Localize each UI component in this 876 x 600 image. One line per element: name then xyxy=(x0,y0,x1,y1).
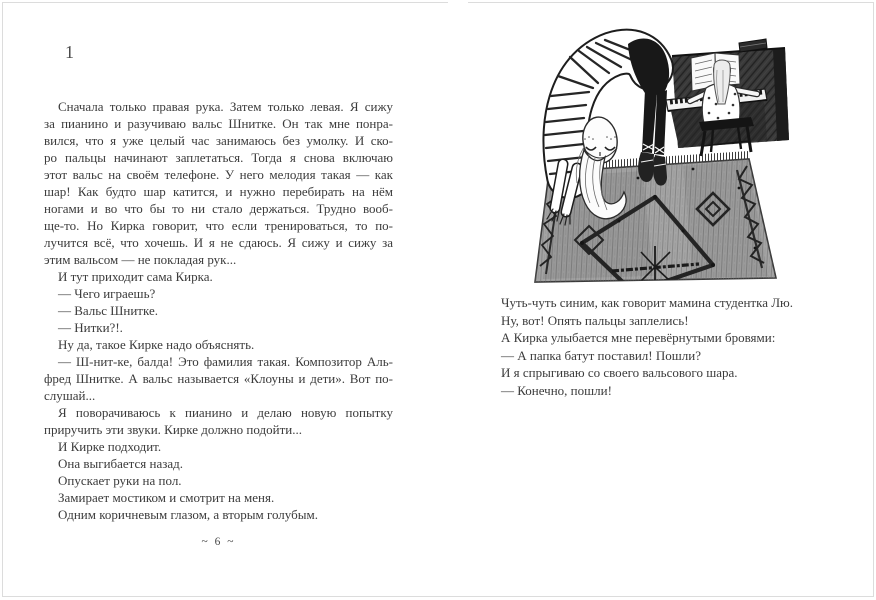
left-page-body-text xyxy=(44,98,393,523)
piano xyxy=(666,39,789,156)
text-line: Она выгибается назад. xyxy=(58,456,184,471)
text-line: — Ш-нит-ке, балда! Это фамилия такая. Композитор Аль- xyxy=(58,354,393,369)
text-line: И тут приходит сама Кирка. xyxy=(58,269,213,284)
text-line: А Кирка улыбается мне перевёрнутыми бровями: xyxy=(501,330,776,345)
illustration xyxy=(533,26,795,288)
text-line: Замирает мостиком и смотрит на меня. xyxy=(58,490,275,505)
text-line: ногами и во что бы то ни стало держаться. Трудно вооб- xyxy=(44,201,393,216)
text-line: Я поворачиваюсь к пианино и делаю новую попытку xyxy=(58,405,393,420)
text-line: вился, что я уже целый час занимаюсь без умолку. И ско- xyxy=(44,133,393,148)
text-line: Ну, вот! Опять пальцы заплелись! xyxy=(501,312,689,328)
text-line: Ну да, такое Кирке надо объяснять. xyxy=(58,337,255,352)
folio-page-number: ~ 6 ~ xyxy=(201,536,236,548)
text-line: — А папка батут поставил! Пошли? xyxy=(501,347,701,363)
text-line: фред Шнитке. А вальс называется «Клоуны и дети». Вот по- xyxy=(44,371,393,386)
text-line: лучится всё, что хочешь. И я не сдаюсь. Я сижу и сижу за xyxy=(44,235,393,250)
spine-gap xyxy=(448,0,468,6)
text-line: приручить эти звуки. Кирке должно подойти... xyxy=(44,422,302,437)
text-line: слушай... xyxy=(44,388,96,403)
text-line: Сначала только правая рука. Затем только левая. Я сижу xyxy=(58,99,393,114)
text-line: — Нитки?!. xyxy=(58,320,123,335)
chapter-number: 1 xyxy=(65,42,74,62)
text-line: Чуть-чуть синим, как говорит мамина студентка Лю. xyxy=(501,295,794,310)
text-line: ро пальцы начинают заплетаться. Тогда я снова включаю xyxy=(44,150,393,165)
text-line: Одним коричневым глазом, а вторым голубым. xyxy=(58,507,318,522)
text-line: этим вальсом — не покладая рук... xyxy=(44,252,237,267)
text-line: И я спрыгиваю со своего вальсового шара. xyxy=(501,365,738,380)
text-line: — Чего играешь? xyxy=(58,286,156,301)
right-page-body-text xyxy=(501,294,841,399)
leggings xyxy=(628,38,669,155)
text-line: за пианино и разучиваю вальс Шнитке. Он так мне понра- xyxy=(44,116,393,131)
text-line: ще-то. Но Кирка говорит, что если тренироваться, то по- xyxy=(44,218,393,233)
text-line: — Вальс Шнитке. xyxy=(58,303,158,318)
text-line: шар! Как будто шар катится, и нужно перебирать на нём xyxy=(44,184,393,199)
text-line: Опускает руки на пол. xyxy=(58,473,182,488)
text-line: этот вальс на своём телефоне. У него мелодия такая — как xyxy=(44,167,393,182)
text-line: — Конечно, пошли! xyxy=(501,382,612,398)
text-line: И Кирке подходит. xyxy=(58,439,162,454)
